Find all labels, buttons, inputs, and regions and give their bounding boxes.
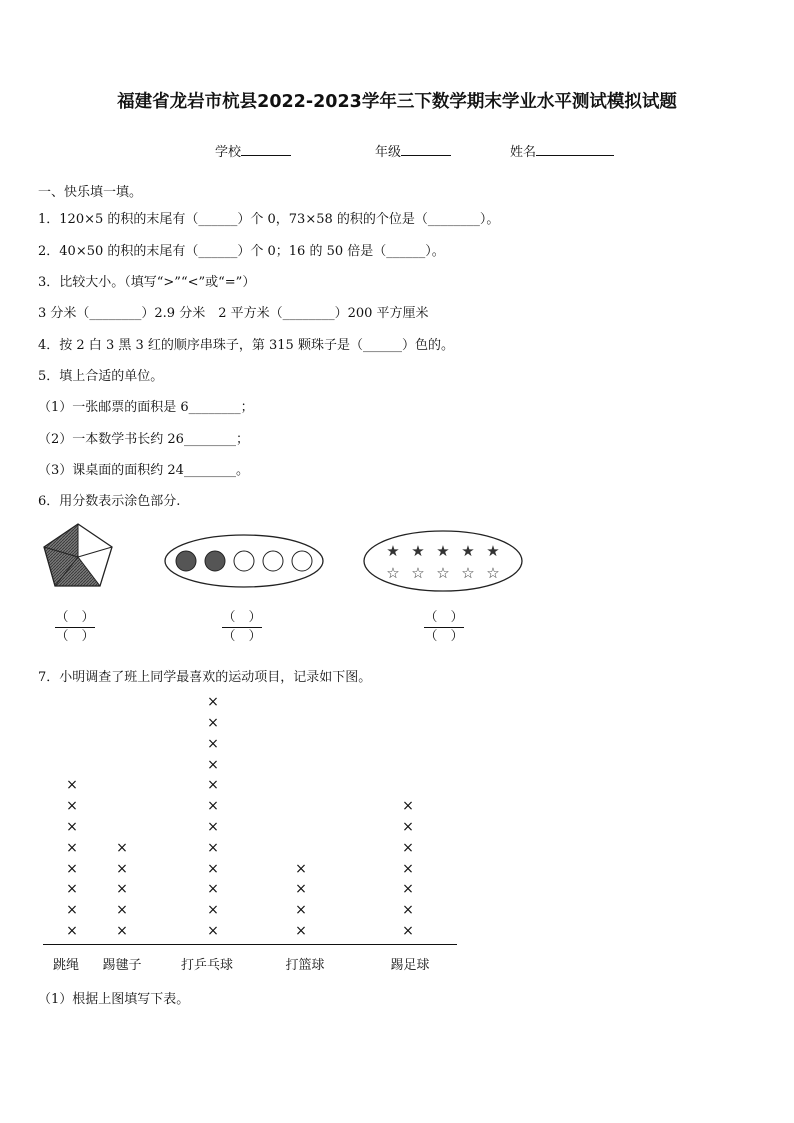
fraction-bottom: （ ） [55, 629, 95, 644]
tally-mark: × [207, 798, 219, 815]
category-label: 跳绳 [52, 958, 79, 973]
school-field [215, 141, 291, 160]
chart-baseline [43, 944, 457, 945]
circles-figure [163, 532, 325, 590]
tally-mark: × [116, 860, 128, 877]
tally-mark: × [66, 860, 78, 877]
tally-mark: × [207, 839, 219, 856]
empty-star: ☆ [411, 564, 425, 582]
tally-mark: × [295, 902, 307, 919]
tally-mark: × [116, 839, 128, 856]
empty-circle [234, 551, 254, 571]
filled-star: ★ [486, 542, 500, 560]
pentagon-figure [38, 520, 118, 592]
category-label: 踢足球 [390, 958, 430, 973]
empty-star: ☆ [386, 564, 400, 582]
filled-circle [176, 551, 196, 571]
tally-mark: × [402, 839, 414, 856]
empty-star: ☆ [461, 564, 475, 582]
fraction-top: （ ） [55, 610, 95, 625]
tally-mark: × [66, 819, 78, 835]
filled-star: ★ [386, 542, 400, 560]
empty-circle [292, 551, 312, 571]
tally-mark: × [207, 860, 219, 877]
question-6: 6．用分数表示涂色部分. [38, 494, 181, 509]
question-5-1: （1）一张邮票的面积是 6________； [38, 400, 254, 415]
tally-mark: × [207, 694, 219, 711]
question-5: 5．填上合适的单位。 [38, 369, 164, 384]
filled-star: ★ [411, 542, 425, 560]
empty-circle [263, 551, 283, 571]
tally-mark: × [66, 923, 78, 939]
tally-mark: × [66, 798, 78, 815]
tally-mark: × [207, 881, 219, 898]
category-label: 踢毽子 [102, 958, 142, 973]
tally-mark: × [66, 839, 78, 856]
section-heading: 一、快乐填一填。 [38, 185, 143, 200]
tally-mark: × [295, 881, 307, 898]
category-label: 打篮球 [285, 958, 325, 973]
fraction-top: （ ） [424, 610, 464, 625]
tally-mark: × [207, 819, 219, 835]
tally-mark: × [402, 798, 414, 815]
tally-mark: × [66, 881, 78, 898]
fraction-answer-1 [55, 610, 95, 645]
tally-mark: × [207, 777, 219, 794]
fraction-bottom: （ ） [424, 629, 464, 644]
question-4: 4．按 2 白 3 黑 3 红的顺序串珠子，第 315 颗珠子是（______）色的。 [38, 338, 454, 353]
question-5-3: （3）课桌面的面积约 24________。 [38, 463, 249, 478]
tally-mark: × [66, 902, 78, 919]
fraction-top: （ ） [222, 610, 262, 625]
tally-mark: × [402, 902, 414, 919]
filled-star: ★ [436, 542, 450, 560]
tally-mark: × [207, 715, 219, 731]
question-1: 1．120×5 的积的末尾有（______）个 0，73×58 的积的个位是（________）。 [38, 212, 500, 227]
question-5-2: （2）一本数学书长约 26________； [38, 432, 249, 447]
tally-mark: × [402, 881, 414, 898]
question-3: 3．比较大小。（填写“>”“<”或“=”） [38, 275, 256, 290]
tally-mark: × [66, 777, 78, 794]
tally-mark: × [207, 756, 219, 773]
tally-mark: × [116, 902, 128, 919]
fraction-answer-3 [424, 610, 464, 645]
empty-star: ☆ [486, 564, 500, 582]
filled-star: ★ [461, 542, 475, 560]
tally-mark: × [295, 860, 307, 877]
tally-mark: × [402, 860, 414, 877]
grade-field [375, 141, 451, 160]
tally-mark: × [295, 923, 307, 939]
empty-star: ☆ [436, 564, 450, 582]
tally-mark: × [207, 902, 219, 919]
tally-mark: × [116, 923, 128, 939]
tally-mark: × [207, 735, 219, 752]
fraction-answer-2 [222, 610, 262, 645]
fraction-bottom: （ ） [222, 629, 262, 644]
name-label: 姓名 [510, 145, 537, 160]
tally-mark: × [207, 923, 219, 939]
tally-mark: × [116, 881, 128, 898]
name-field [510, 141, 614, 160]
stars-figure [362, 528, 524, 594]
tally-mark: × [402, 819, 414, 835]
question-7-1: （1）根据上图填写下表。 [38, 992, 190, 1007]
question-2: 2．40×50 的积的末尾有（______）个 0；16 的 50 倍是（______）。 [38, 244, 445, 259]
tally-mark: × [402, 923, 414, 939]
page-title: 福建省龙岩市杭县2022-2023学年三下数学期末学业水平测试模拟试题 [117, 92, 677, 112]
school-label: 学校 [215, 145, 242, 160]
category-label: 打乒乓球 [180, 958, 233, 973]
grade-label: 年级 [375, 145, 402, 160]
question-3-compare: 3 分米（________）2.9 分米 2 平方米（________）200 平方厘米 [38, 306, 429, 321]
filled-circle [205, 551, 225, 571]
question-7: 7．小明调查了班上同学最喜欢的运动项目，记录如下图。 [38, 670, 372, 685]
